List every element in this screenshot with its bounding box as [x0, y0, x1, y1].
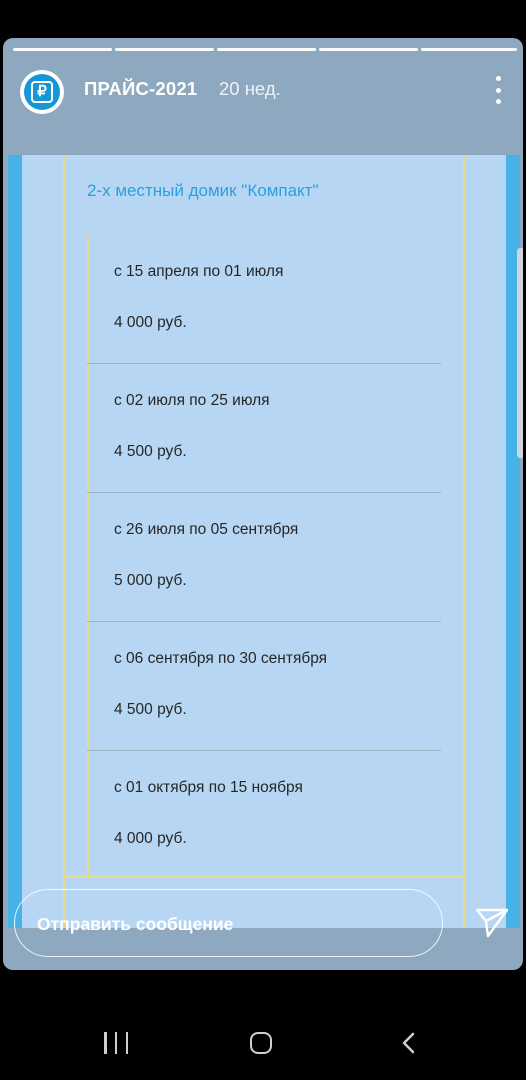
card-title: 2-х местный домик "Компакт"	[87, 181, 319, 200]
gold-border-bottom	[63, 876, 465, 878]
row-price: 4 000 руб.	[114, 314, 187, 331]
row-divider	[87, 363, 441, 364]
avatar[interactable]	[20, 70, 64, 114]
progress-segment	[421, 48, 517, 51]
back-icon[interactable]	[398, 1032, 420, 1054]
progress-segment	[319, 48, 418, 51]
send-icon[interactable]	[474, 906, 510, 940]
edge-scroll-handle[interactable]	[517, 248, 523, 458]
row-price: 4 500 руб.	[114, 701, 187, 718]
home-icon[interactable]	[250, 1032, 272, 1054]
story-timestamp: 20 нед.	[219, 78, 281, 99]
accent-bar-left	[8, 155, 22, 928]
price-card	[8, 155, 520, 928]
row-price: 5 000 руб.	[114, 572, 187, 589]
gold-border-left	[63, 155, 65, 928]
row-price: 4 500 руб.	[114, 443, 187, 460]
story-header	[3, 62, 523, 122]
system-navigation-bar	[0, 1008, 526, 1080]
message-placeholder: Отправить сообщение	[37, 914, 234, 934]
progress-segment	[217, 48, 316, 51]
more-options-icon[interactable]	[493, 76, 503, 104]
progress-bar	[13, 48, 521, 51]
story-viewer[interactable]	[3, 38, 523, 970]
recent-apps-icon[interactable]	[104, 1032, 128, 1054]
row-divider	[87, 621, 441, 622]
gold-border-right	[463, 155, 465, 928]
row-dates: с 26 июля по 05 сентября	[114, 521, 299, 538]
row-dates: с 15 апреля по 01 июля	[114, 263, 284, 280]
account-name[interactable]: ПРАЙС-2021	[84, 78, 198, 99]
progress-segment	[13, 48, 112, 51]
row-price: 4 000 руб.	[114, 830, 187, 847]
row-dates: с 01 октября по 15 ноября	[114, 779, 303, 796]
row-dates: с 02 июля по 25 июля	[114, 392, 270, 409]
progress-segment	[115, 48, 214, 51]
ruble-icon: ₽	[24, 74, 60, 110]
row-divider	[87, 750, 441, 751]
row-dates: с 06 сентября по 30 сентября	[114, 650, 328, 667]
row-divider	[87, 492, 441, 493]
gold-row-border	[87, 234, 89, 878]
message-input[interactable]	[14, 889, 443, 957]
